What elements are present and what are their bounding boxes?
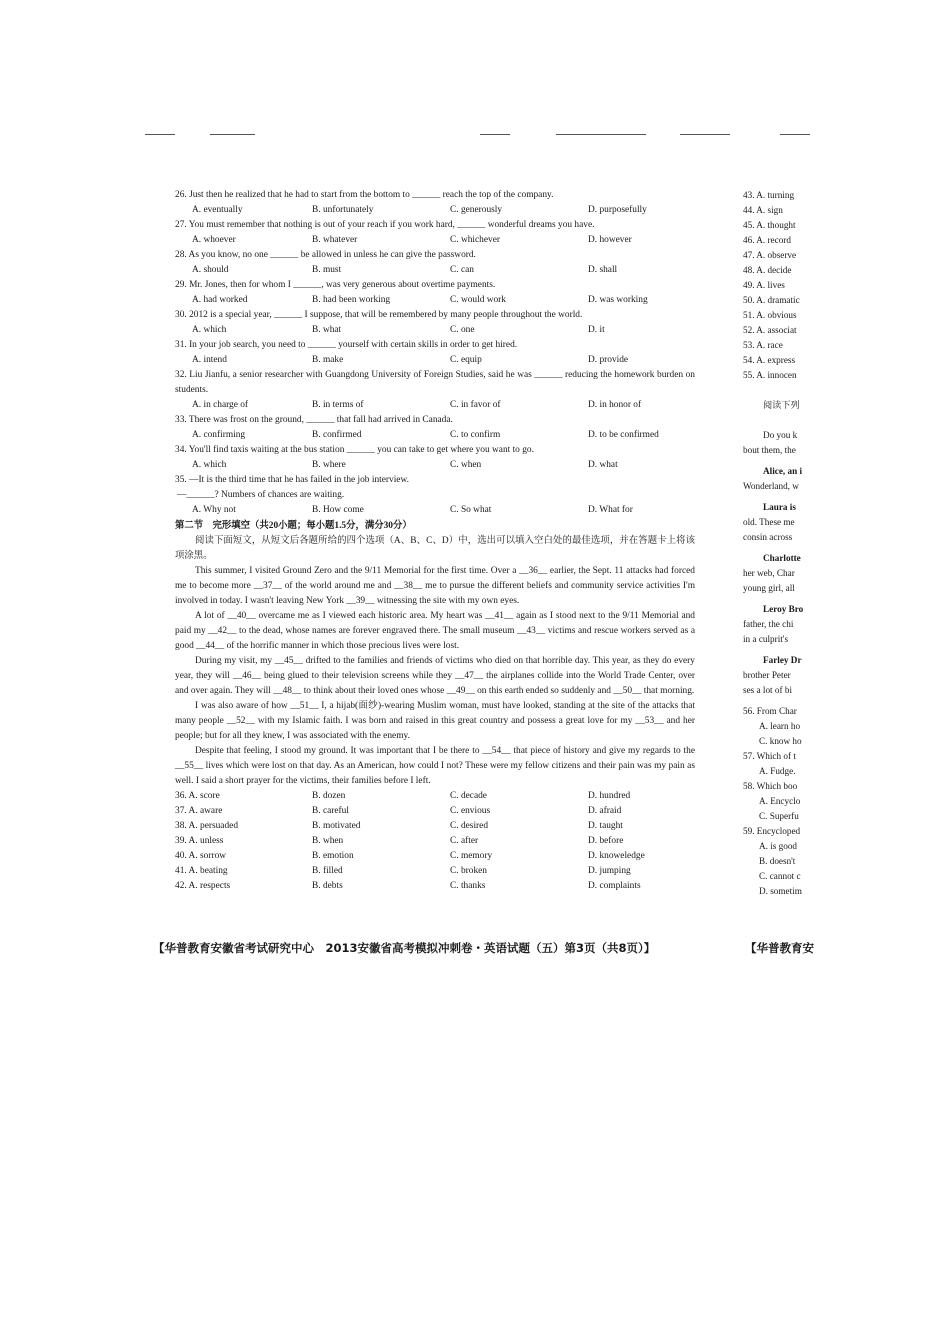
page-footer: 【华普教育安徽省考试研究中心 2013安徽省高考模拟冲刺卷・英语试题（五）第3页（共8页）】 <box>153 941 656 955</box>
cloze-option-row <box>175 819 695 834</box>
option: C. thanks <box>450 881 486 891</box>
question-a4 <box>175 308 695 338</box>
right-text-line: A. Fudge. <box>759 766 796 776</box>
question-options <box>175 203 695 218</box>
question-stem: 33. There was frost on the ground, ______ that fall had arrived in Canada. <box>175 415 453 425</box>
option: B. dozen <box>312 791 346 801</box>
option: D. however <box>588 235 632 245</box>
option: D. knoweledge <box>588 851 645 861</box>
question-options <box>175 293 695 308</box>
option: C. one <box>450 325 475 335</box>
question-a1 <box>175 218 695 248</box>
option: D. before <box>588 836 624 846</box>
option: A. eventually <box>192 205 243 215</box>
question-a0 <box>175 188 695 218</box>
right-options <box>743 188 807 383</box>
option: B. whatever <box>312 235 358 245</box>
right-text-line: father, the chi <box>743 619 794 629</box>
section-instruction: 阅读下面短文，从短文后各题所给的四个选项（A、B、C、D）中，选出可以填入空白处的最佳选项，并在答题卡上将该项涂黑。 <box>175 536 695 561</box>
passage-paragraph: Despite that feeling, I stood my ground. It was important that I be there to __54__ that piece of history and give my regards to the __55__ lives which were lost on that day. As an American, how could I not? These were my fellow citizens and their pain was my pain as well. I said a short prayer for the victims, their families before I left. <box>175 746 695 786</box>
question-stem: 29. Mr. Jones, then for whom I ______, was very generous about overtime payments. <box>175 280 496 290</box>
right-text-line: C. Superfu <box>759 811 799 821</box>
option: B. must <box>312 265 342 275</box>
option: D. to be confirmed <box>588 430 659 440</box>
header-rule-1 <box>145 134 175 135</box>
option: D. jumping <box>588 866 631 876</box>
right-lines <box>743 428 807 899</box>
right-text-line: brother Peter <box>743 670 791 680</box>
option: D. it <box>588 325 605 335</box>
option: A. had worked <box>192 295 248 305</box>
header-rule-4 <box>556 134 646 135</box>
option: A. whoever <box>192 235 236 245</box>
cloze-option-row <box>175 834 695 849</box>
right-column-clipped <box>743 188 807 899</box>
option: B. debts <box>312 881 343 891</box>
cloze-options <box>175 789 695 894</box>
option: D. afraid <box>588 806 622 816</box>
cloze-option-row <box>175 804 695 819</box>
option: 38. A. persuaded <box>175 821 239 831</box>
option: D. complaints <box>588 881 641 891</box>
option: B. filled <box>312 866 343 876</box>
right-option: 52. A. associat <box>743 325 797 335</box>
question-options <box>175 458 695 473</box>
header-rule-2 <box>210 134 255 135</box>
right-text-line: Do you k <box>763 430 798 440</box>
question-a3 <box>175 278 695 308</box>
question-options <box>175 428 695 443</box>
right-text-line: ses a lot of bi <box>743 685 792 695</box>
option: C. desired <box>450 821 489 831</box>
question-stem: 26. Just then he realized that he had to start from the bottom to ______ reach the top of the company. <box>175 190 554 200</box>
question-options <box>175 263 695 278</box>
question-a2 <box>175 248 695 278</box>
question-stem: 28. As you know, no one ______ be allowed in unless he can give the password. <box>175 250 476 260</box>
cloze-option-row <box>175 789 695 804</box>
cloze-passage <box>175 564 695 789</box>
option: 37. A. aware <box>175 806 223 816</box>
question-options <box>175 353 695 368</box>
cloze-option-row <box>175 849 695 864</box>
right-text-line: 58. Which boo <box>743 781 798 791</box>
option: B. when <box>312 836 344 846</box>
option: B. careful <box>312 806 349 816</box>
option: A. which <box>192 325 227 335</box>
option: 41. A. beating <box>175 866 228 876</box>
option: A. Why not <box>192 505 236 515</box>
right-text-line: 56. From Char <box>743 706 797 716</box>
option: A. in charge of <box>192 400 249 410</box>
question-a5 <box>175 338 695 368</box>
right-option: 43. A. turning <box>743 190 795 200</box>
option: 42. A. respects <box>175 881 231 891</box>
option: C. in favor of <box>450 400 501 410</box>
passage-paragraph: During my visit, my __45__ drifted to the families and friends of victims who died on that horrible day. This year, as they do every year, they will __46__ being glued to their television screens while they __47__ the airplanes collide into the World Trade Center, over and over again. They will __48__ to think about their loved ones whose __49__ on this earth ended so suddenly and __50__ that morning. <box>175 656 695 696</box>
option: A. which <box>192 460 227 470</box>
question-stem-reply: —______? Numbers of chances are waiting. <box>177 490 345 500</box>
option: 40. A. sorrow <box>175 851 227 861</box>
option: D. taught <box>588 821 623 831</box>
right-text-line: young girl, all <box>743 583 795 593</box>
option: B. confirmed <box>312 430 362 440</box>
option: 39. A. unless <box>175 836 224 846</box>
header-rule-5 <box>680 134 730 135</box>
cloze-option-row <box>175 864 695 879</box>
option: C. envious <box>450 806 491 816</box>
option: 36. A. score <box>175 791 220 801</box>
cloze-option-row <box>175 879 695 894</box>
option: B. what <box>312 325 342 335</box>
question-stem: 34. You'll find taxis waiting at the bus station ______ you can take to get where you want to go. <box>175 445 534 455</box>
header-rule-6 <box>780 134 810 135</box>
option: C. when <box>450 460 482 470</box>
right-text-line: Charlotte <box>763 553 801 563</box>
right-text-line: Laura is <box>763 502 796 512</box>
right-text-line: bout them, the <box>743 445 796 455</box>
passage-paragraph: I was also aware of how __51__ I, a hijab(面纱)-wearing Muslim woman, must have looked, standing at the site of the attacks that many people __52__ with my Islamic faith. I was born and raised in this great country and possess a great love for my __53__ and her people; but for all they knew, I was associated with the enemy. <box>175 701 695 741</box>
option: C. after <box>450 836 479 846</box>
right-text-line: consin across <box>743 532 793 542</box>
right-option: 51. A. obvious <box>743 310 797 320</box>
option: C. So what <box>450 505 492 515</box>
multiple-choice-group-b <box>175 413 695 473</box>
option: D. purposefully <box>588 205 647 215</box>
right-option: 53. A. race <box>743 340 783 350</box>
option: B. make <box>312 355 344 365</box>
right-text-line: old. These me <box>743 517 795 527</box>
passage-paragraph: This summer, I visited Ground Zero and the 9/11 Memorial for the first time. Over a __36__ earlier, the Sept. 11 attacks had forced me to become more __37__ of the world around me and __38__ me to pursue the different beliefs and community service activities I'm involved in today. I wasn't leaving New York __39__ witnessing the site with my own eyes. <box>175 566 695 606</box>
right-option: 55. A. innocen <box>743 370 797 380</box>
question-35 <box>175 473 695 518</box>
right-text-line: A. Encyclo <box>759 796 801 806</box>
page-footer-right: 【华普教育安 <box>745 941 814 955</box>
option: B. unfortunately <box>312 205 374 215</box>
question-options <box>175 323 695 338</box>
right-text-line: A. learn ho <box>759 721 801 731</box>
option: C. generously <box>450 205 503 215</box>
option: D. shall <box>588 265 618 275</box>
option: D. provide <box>588 355 629 365</box>
question-stem: 27. You must remember that nothing is out of your reach if you work hard, ______ wonderful dreams you have. <box>175 220 595 230</box>
right-text-line: Alice, an i <box>763 466 803 476</box>
right-option: 44. A. sign <box>743 205 783 215</box>
right-text-line: Wonderland, w <box>743 481 799 491</box>
question-stem: 30. 2012 is a special year, ______ I suppose, that will be remembered by many people throughout the world. <box>175 310 583 320</box>
option: C. decade <box>450 791 487 801</box>
right-option: 47. A. observe <box>743 250 797 260</box>
header-rule-3 <box>480 134 510 135</box>
right-text-line: B. doesn't <box>759 856 796 866</box>
main-column <box>175 188 695 894</box>
option: A. confirming <box>192 430 246 440</box>
option: D. was working <box>588 295 648 305</box>
option: B. in terms of <box>312 400 364 410</box>
option: C. equip <box>450 355 482 365</box>
question-b0 <box>175 413 695 443</box>
right-text-line: Leroy Bro <box>763 604 804 614</box>
option: D. in honor of <box>588 400 642 410</box>
option: C. whichever <box>450 235 500 245</box>
question-options <box>175 233 695 248</box>
right-option: 54. A. express <box>743 355 796 365</box>
question-stem: 31. In your job search, you need to ______ yourself with certain skills in order to get hired. <box>175 340 518 350</box>
option: A. intend <box>192 355 227 365</box>
option: B. motivated <box>312 821 361 831</box>
right-text-line: 57. Which of t <box>743 751 796 761</box>
option: C. would work <box>450 295 506 305</box>
right-option: 48. A. decide <box>743 265 792 275</box>
question-b1 <box>175 443 695 473</box>
option: C. to confirm <box>450 430 501 440</box>
right-heading: 阅读下列 <box>763 400 800 410</box>
question-32 <box>175 368 695 413</box>
option: C. can <box>450 265 474 275</box>
right-option: 50. A. dramatic <box>743 295 800 305</box>
right-text-line: A. is good <box>759 841 798 851</box>
option: D. What for <box>588 505 633 515</box>
right-text-line: D. sometim <box>759 886 802 896</box>
right-text-line: Farley Dr <box>763 655 802 665</box>
right-text-line: C. cannot c <box>759 871 801 881</box>
right-text-line: in a culprit's <box>743 634 789 644</box>
question-options <box>175 503 695 518</box>
question-stem: 32. Liu Jianfu, a senior researcher with Guangdong University of Foreign Studies, said he was ______ reducing the homework burden on students. <box>175 370 695 395</box>
right-option: 45. A. thought <box>743 220 796 230</box>
passage-paragraph: A lot of __40__ overcame me as I viewed each historic area. My heart was __41__ again as I stood next to the 9/11 Memorial and paid my __42__ to the dead, whose names are forever engraved there. The small museum __43__ victims and rescue workers served as a good __44__ of the horrific manner in which those precious lives were lost. <box>175 611 695 651</box>
right-option: 46. A. record <box>743 235 791 245</box>
option: D. what <box>588 460 618 470</box>
right-text-line: C. know ho <box>759 736 802 746</box>
option: C. broken <box>450 866 487 876</box>
section-heading: 第二节 完形填空（共20小题；每小题1.5分，满分30分） <box>175 521 412 531</box>
option: B. How come <box>312 505 364 515</box>
multiple-choice-group-a <box>175 188 695 368</box>
question-stem: 35. —It is the third time that he has failed in the job interview. <box>175 475 409 485</box>
option: B. where <box>312 460 346 470</box>
right-text-line: her web, Char <box>743 568 795 578</box>
question-options <box>175 398 695 413</box>
option: D. hundred <box>588 791 631 801</box>
right-text-line: 59. Encycloped <box>743 826 801 836</box>
right-option: 49. A. lives <box>743 280 785 290</box>
option: A. should <box>192 265 229 275</box>
option: C. memory <box>450 851 493 861</box>
option: B. had been working <box>312 295 391 305</box>
option: B. emotion <box>312 851 354 861</box>
